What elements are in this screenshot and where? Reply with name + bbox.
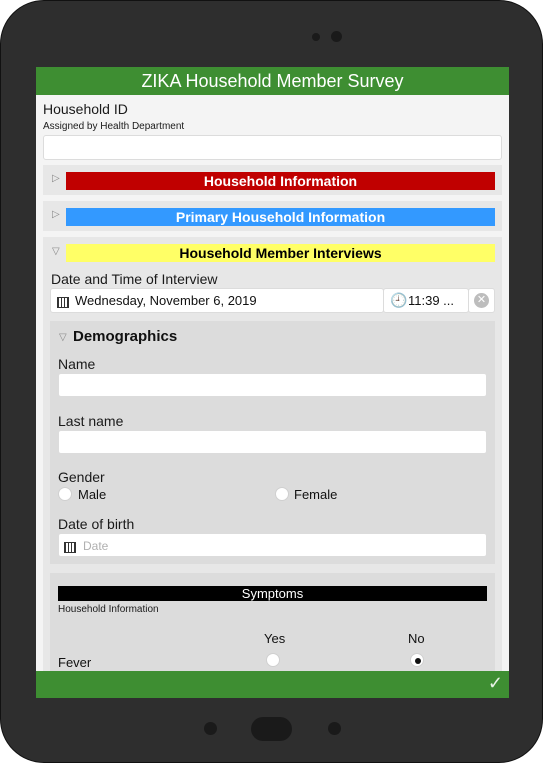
symptoms-title: Symptoms [58, 586, 487, 601]
name-label: Name [58, 356, 96, 372]
interview-datetime-label: Date and Time of Interview [51, 271, 218, 287]
interview-time-value: 11:39 ... [408, 293, 455, 308]
symptoms-group [50, 573, 495, 671]
footer-bar [36, 671, 509, 698]
interview-date-value: Wednesday, November 6, 2019 [75, 293, 257, 308]
collapse-icon[interactable]: ▽ [59, 332, 67, 343]
fever-no-radio[interactable] [410, 653, 424, 667]
calendar-icon [64, 540, 76, 558]
collapse-icon[interactable]: ▽ [52, 246, 60, 257]
symptoms-no-column: No [408, 631, 425, 646]
demographics-group [50, 321, 495, 564]
gender-label: Gender [58, 469, 105, 485]
group-primary-household-information-title: Primary Household Information [66, 208, 495, 226]
household-id-input[interactable] [43, 135, 502, 160]
camera-dot [312, 33, 320, 41]
survey-screen [36, 67, 509, 698]
clear-icon: ✕ [474, 293, 489, 308]
submit-check-icon[interactable]: ✓ [487, 673, 503, 693]
expand-icon[interactable]: ▷ [52, 209, 60, 220]
gender-male-label: Male [78, 487, 107, 502]
demographics-title: Demographics [73, 328, 178, 345]
fever-yes-radio[interactable] [266, 653, 280, 667]
back-hardware-button[interactable] [204, 722, 217, 735]
interview-time-field[interactable] [383, 288, 469, 313]
household-id-hint: Assigned by Health Department [43, 121, 185, 132]
name-input[interactable] [58, 373, 487, 397]
interview-date-field[interactable] [50, 288, 384, 313]
symptom-row-label: Fever [58, 655, 92, 670]
expand-icon[interactable]: ▷ [52, 173, 60, 184]
last-name-label: Last name [58, 413, 124, 429]
clear-datetime-button[interactable] [468, 288, 495, 313]
last-name-input[interactable] [58, 430, 487, 454]
symptoms-yes-column: Yes [264, 631, 286, 646]
home-hardware-button[interactable] [251, 717, 292, 741]
group-household-member-interviews [43, 237, 502, 671]
app-title: ZIKA Household Member Survey [36, 67, 509, 95]
group-household-member-interviews-title: Household Member Interviews [66, 244, 495, 262]
household-id-label: Household ID [43, 101, 128, 117]
recent-hardware-button[interactable] [328, 722, 341, 735]
gender-female-label: Female [294, 487, 338, 502]
form-content[interactable] [36, 95, 509, 671]
group-household-information[interactable] [43, 165, 502, 195]
dob-input[interactable] [58, 533, 487, 557]
gender-male-radio[interactable] [58, 487, 72, 501]
camera-lens [331, 31, 342, 42]
group-household-information-title: Household Information [66, 172, 495, 190]
symptoms-subtitle: Household Information [58, 604, 159, 615]
gender-female-radio[interactable] [275, 487, 289, 501]
clock-icon: 🕘 [390, 292, 408, 308]
dob-label: Date of birth [58, 516, 135, 532]
dob-placeholder: Date [83, 539, 109, 553]
group-primary-household-information[interactable] [43, 201, 502, 231]
calendar-icon [57, 295, 69, 313]
